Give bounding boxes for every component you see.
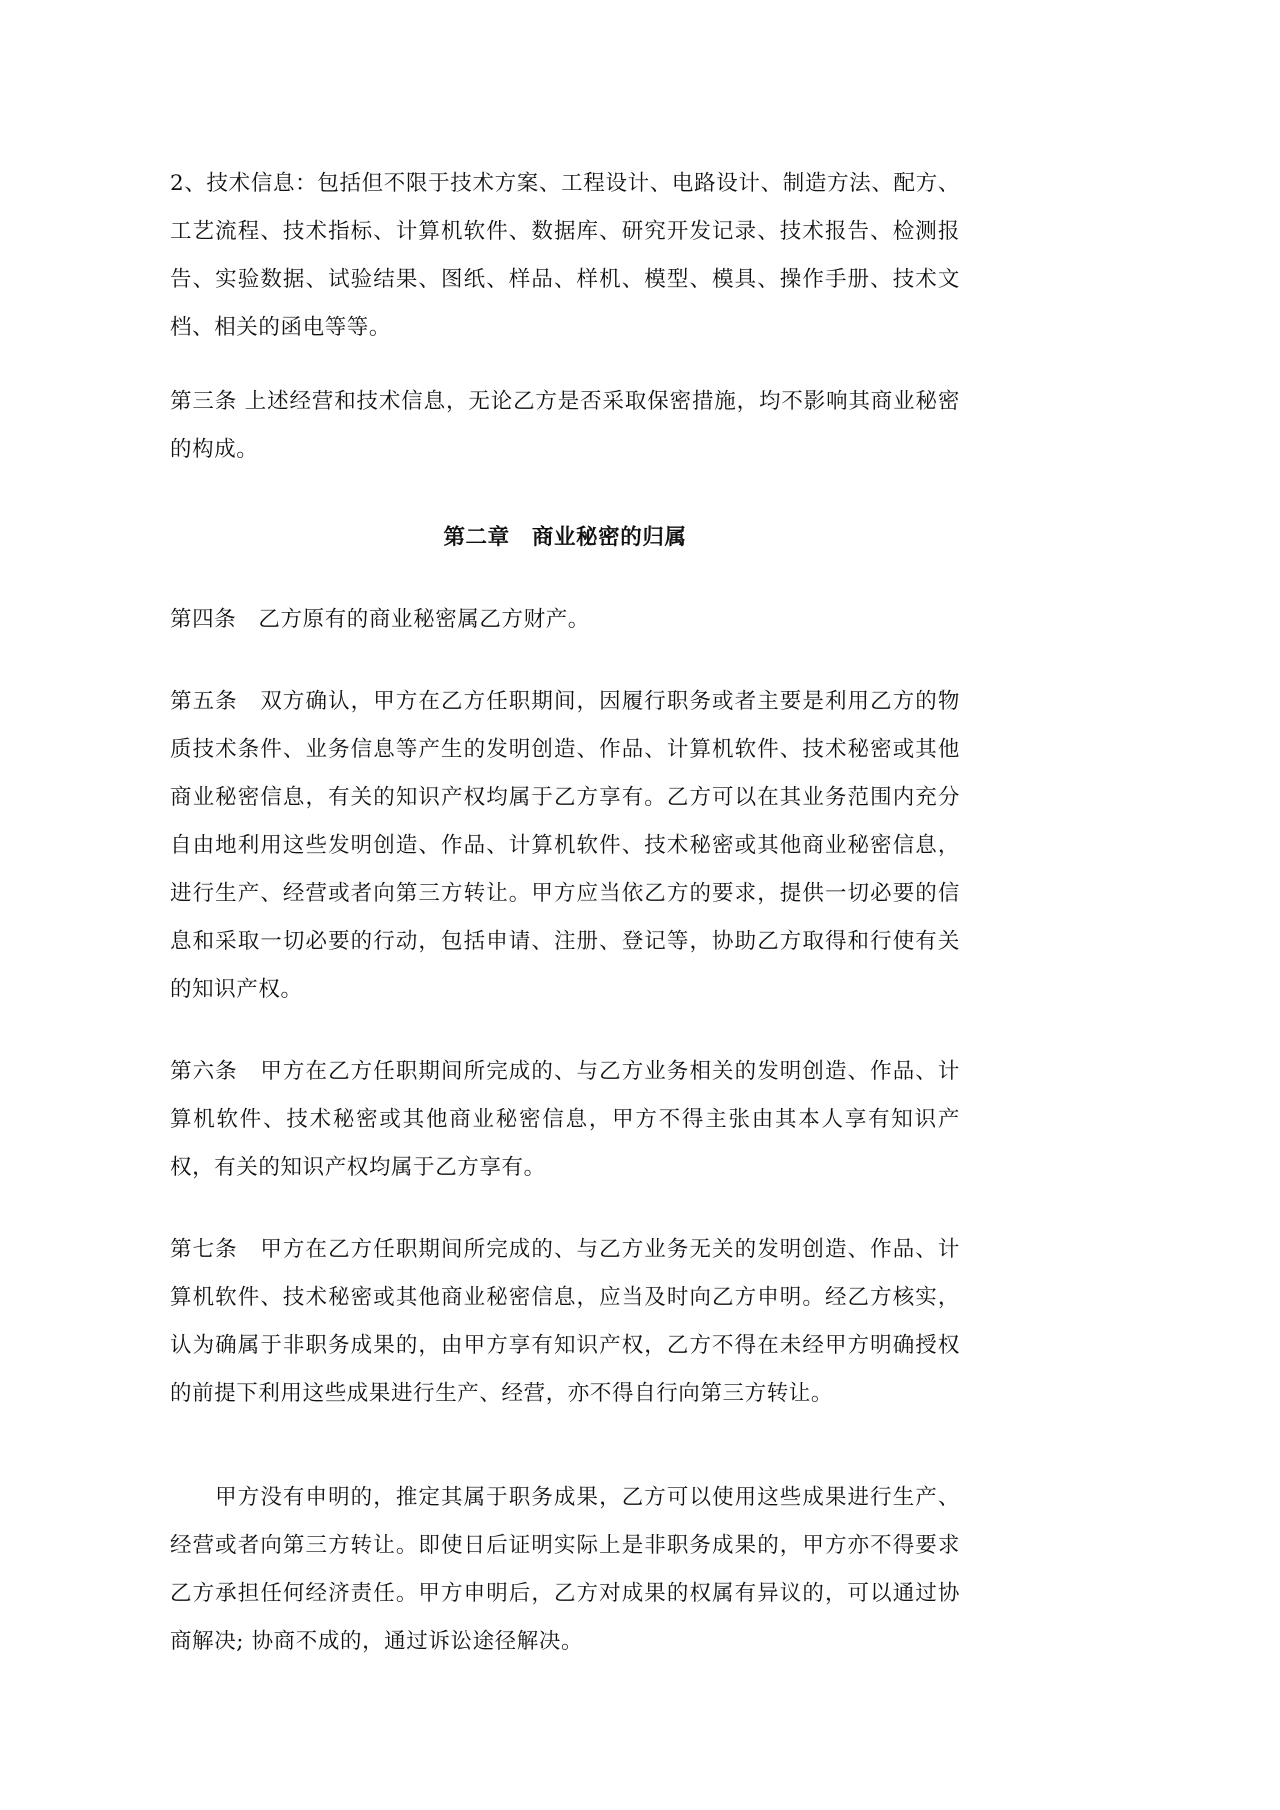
paragraph-article-4: 第四条 乙方原有的商业秘密属乙方财产。 [170,607,590,632]
paragraph-article-7: 第七条 甲方在乙方任职期间所完成的、与乙方业务无关的发明创造、作品、计算机软件、技术秘密或其他商业秘密信息，应当及时向乙方申明。经乙方核实，认为确属于非职务成果的，由甲方享有知识产权，乙方不得在未经甲方明确授权的前提下利用这些成果进行生产、经营，亦不得自行向第三方转让。 [170,1237,960,1406]
paragraph-article-6: 第六条 甲方在乙方任职期间所完成的、与乙方业务相关的发明创造、作品、计算机软件、技术秘密或其他商业秘密信息，甲方不得主张由其本人享有知识产权，有关的知识产权均属于乙方享有。 [170,1059,960,1180]
paragraph-article-5: 第五条 双方确认，甲方在乙方任职期间，因履行职务或者主要是利用乙方的物质技术条件、业务信息等产生的发明创造、作品、计算机软件、技术秘密或其他商业秘密信息，有关的知识产权均属于乙方享有。乙方可以在其业务范围内充分自由地利用这些发明创造、作品、计算机软件、技术秘密或其他商业秘密信息，进行生产、经营或者向第三方转让。甲方应当依乙方的要求，提供一切必要的信息和采取一切必要的行动，包括申请、注册、登记等，协助乙方取得和行使有关的知识产权。 [170,689,960,1002]
paragraph-article-3: 第三条 上述经营和技术信息，无论乙方是否采取保密措施，均不影响其商业秘密的构成。 [170,389,960,462]
paragraph-article-7-continued: 甲方没有申明的，推定其属于职务成果，乙方可以使用这些成果进行生产、经营或者向第三方转让。即使日后证明实际上是非职务成果的，甲方亦不得要求乙方承担任何经济责任。甲方申明后，乙方对成果的权属有异议的，可以通过协商解决; 协商不成的，通过诉讼途径解决。 [170,1485,960,1654]
document-body [170,160,960,1666]
chapter-2-heading: 第二章 商业秘密的归属 [443,525,687,550]
paragraph-item-2-technical-information: 2、技术信息：包括但不限于技术方案、工程设计、电路设计、制造方法、配方、工艺流程、技术指标、计算机软件、数据库、研究开发记录、技术报告、检测报告、实验数据、试验结果、图纸、样品、样机、模型、模具、操作手册、技术文档、相关的函电等等。 [170,171,960,340]
